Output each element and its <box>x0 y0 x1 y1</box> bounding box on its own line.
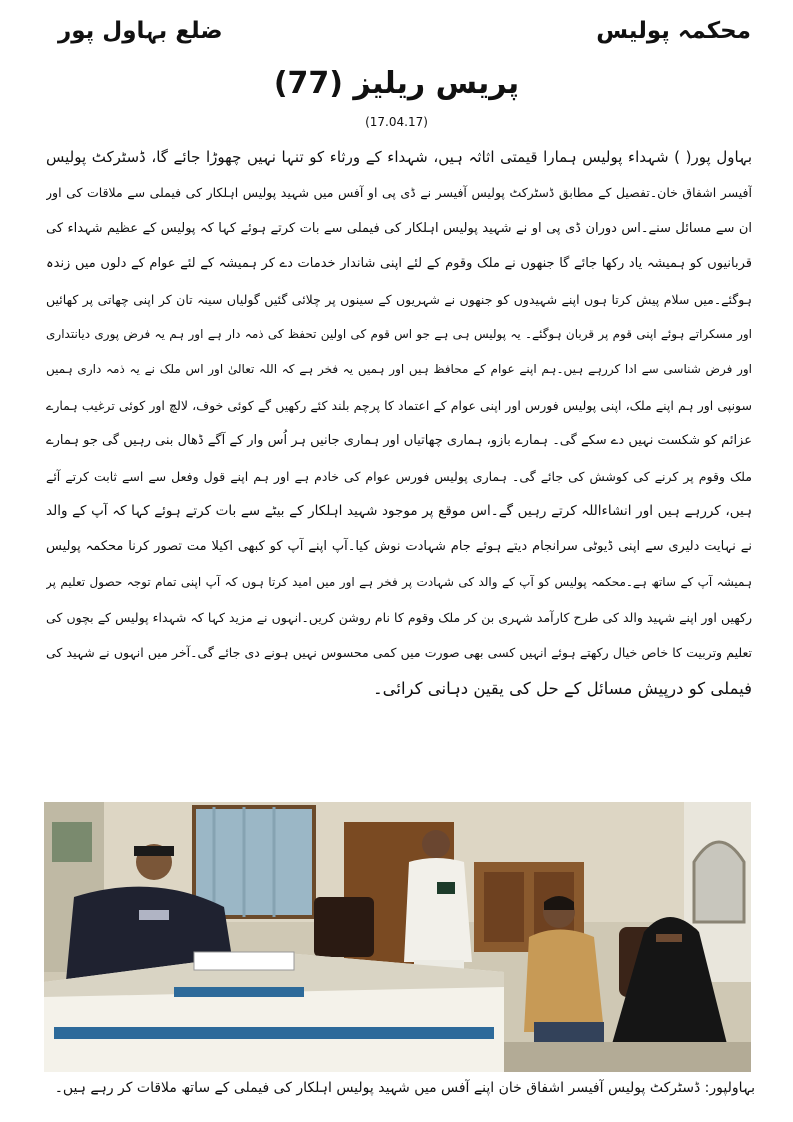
body-line: بہاول پور( ) شہداء پولیس ہمارا قیمتی اثاثہ ہیں، شہداء کے ورثاء کو تنہا نہیں چھوڑا جائے گا، ڈسٹرکٹ پولیس <box>46 148 752 166</box>
body-line: ان سے مسائل سنے۔اس دوران ڈی پی او نے شہید پولیس اہلکار کی فیملی سے بات کرتے ہوئے کہا کہ پولیس کے عظیم شہداء کی <box>46 220 752 236</box>
body-line: فیملی کو درپیش مسائل کے حل کی یقین دہانی کرائی۔ <box>372 678 752 698</box>
body-line: اور مسکراتے ہوئے اپنی قوم پر قربان ہوگئے۔ یہ پولیس ہی ہے جو اس قوم کی اولین تحفظ کی ذمہ دار ہے اور ہم یہ فرض پوری دیانتداری <box>46 326 752 341</box>
press-release-title: پریس ریلیز (77) <box>273 66 520 101</box>
body-line: ملک وقوم پر کرنے کی کوشش کی جائے گی۔ ہماری پولیس فورس عوام کی خادم ہے اور ہم اپنے قول وفعل سے اسے ثابت کرتے آئے <box>46 468 752 484</box>
body-line: آفیسر اشفاق خان۔تفصیل کے مطابق ڈسٹرکٹ پولیس آفیسر نے ڈی پی او آفس میں شہید پولیس اہلکار کی فیملی سے ملاقات کی اور <box>46 185 752 201</box>
district-heading: ضلع بہاول پور <box>58 18 223 44</box>
body-line: اور فرض شناسی سے ادا کررہے ہیں۔ہم اپنے عوام کے محافظ ہیں اور ہمیں یہ فخر ہے کہ اللہ تعالیٰ اور اس ملک نے یہ ذمہ داری ہمیں <box>46 362 752 377</box>
body-line: ہیں، کررہے ہیں اور انشاءاللہ کرتے رہیں گے۔اس موقع پر موجود شہید اہلکار کے بیٹے سے بات کرتے ہوئے کہا کہ آپ کے والد <box>46 502 752 519</box>
body-line: سونپی اور ہم اپنے ملک، اپنی پولیس فورس اور اپنی عوام کے اعتماد کا پرچم بلند کئے رکھیں گے کوئی خوف، لالچ اور کوئی ترغیب ہمارے <box>46 397 752 413</box>
press-release-body <box>46 140 752 706</box>
release-date: (17.04.17) <box>365 115 428 129</box>
body-line: عزائم کو شکست نہیں دے سکے گی۔ ہمارے بازو، ہماری چھاتیاں اور ہماری جانیں ہر اُس وار کے آگے ڈھال بنی رہیں گی جو ہمارے <box>46 433 752 449</box>
body-line: رکھیں اور اپنے شہید والد کی طرح کارآمد شہری بن کر ملک وقوم کا نام روشن کریں۔انہوں نے مزید کہا کہ شہداء پولیس کے بچوں کی <box>46 610 752 626</box>
meeting-photo <box>44 802 751 1072</box>
body-line: ہوگئے۔میں سلام پیش کرتا ہوں اپنے شہیدوں کو جنھوں نے شہریوں کے سینوں پر چلائی گئیں گولیاں سینہ تان کر اپنی چھاتی پر کھائیں <box>46 291 752 307</box>
department-heading: محکمہ پولیس <box>596 18 751 44</box>
body-line: نے نہایت دلیری سے اپنی ڈیوٹی سرانجام دیتے ہوئے جام شہادت نوش کیا۔آپ اپنے آپ کو کبھی اکیلا مت تصور کرنا محکمہ پولیس <box>46 539 752 555</box>
photo-caption: بہاولپور: ڈسٹرکٹ پولیس آفیسر اشفاق خان اپنے آفس میں شہید پولیس اہلکار کی فیملی کے ساتھ ملاقات کر رہے ہیں۔ <box>54 1080 755 1096</box>
body-line: ہمیشہ آپ کے ساتھ ہے۔محکمہ پولیس کو آپ کے والد کی شہادت پر فخر ہے اور میں امید کرتا ہوں کہ آپ اپنی تمام توجہ حصول تعلیم پر <box>46 574 752 589</box>
body-line: قربانیوں کو ہمیشہ یاد رکھا جائے گا جنھوں نے ملک وقوم کے لئے اپنی شاندار خدمات دے کر ہمیشہ کے لئے عوام کے دلوں میں زندہ <box>46 256 752 272</box>
body-line: تعلیم وتربیت کا خاص خیال رکھتے ہوئے انہیں کسی بھی صورت میں کمی محسوس نہیں ہونے دی جائے گی۔آخر میں انہوں نے شہید کی <box>46 645 752 661</box>
